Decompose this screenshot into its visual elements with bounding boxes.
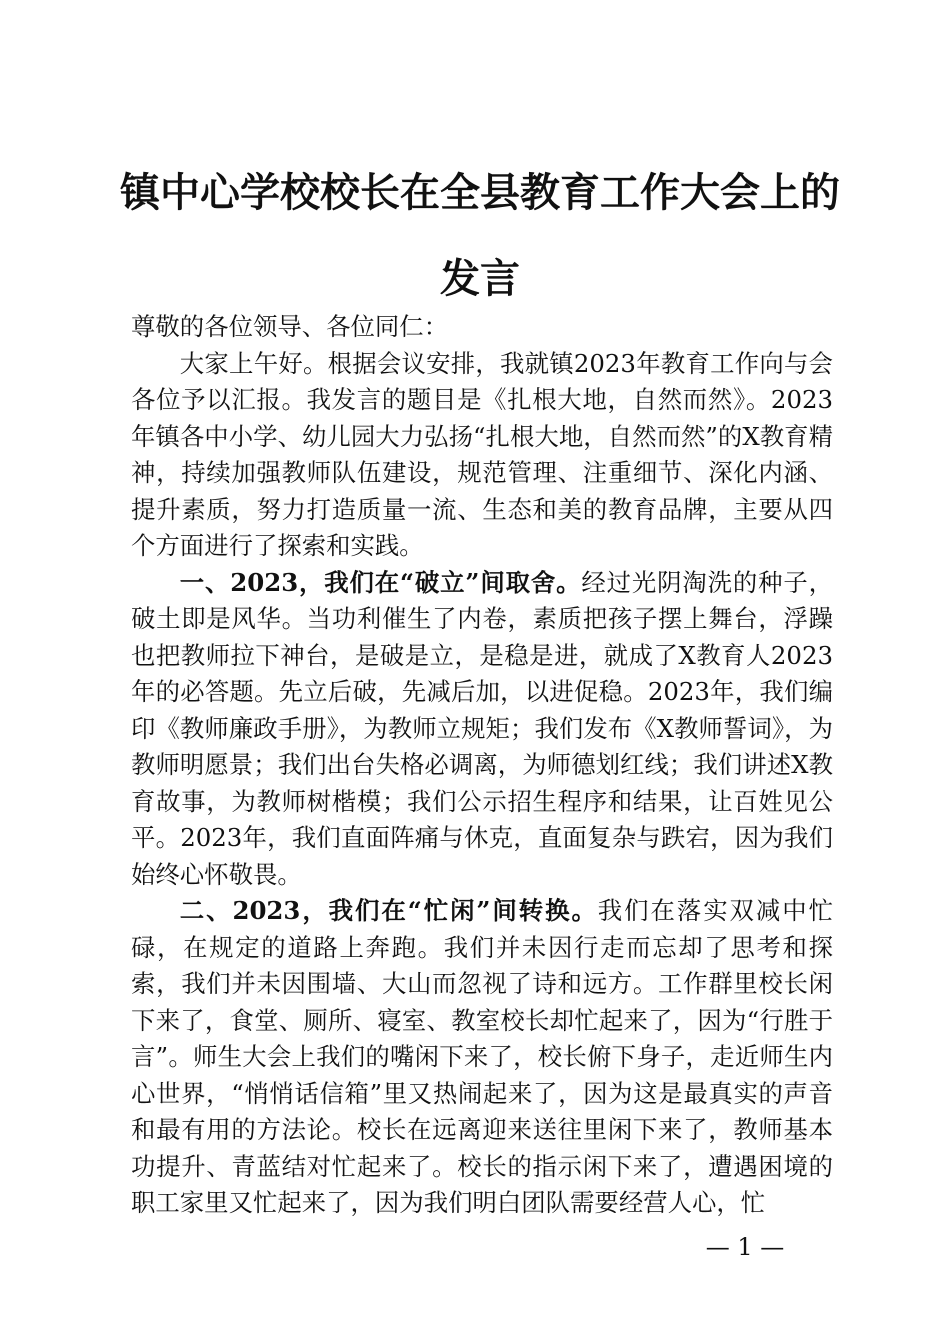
section-heading: 一、2023，我们在“破立”间取舍。 [179,567,582,597]
paragraph-section-1 [131,565,833,894]
document-body [131,309,833,1222]
paragraph-text: 大家上午好。根据会议安排，我就镇2023年教育工作向与会各位予以汇报。我发言的题目是《扎根大地，自然而然》。2023年镇各中小学、幼儿园大力弘扬“扎根大地，自然而然”的X教育精神，持续加强教师队伍建设，规范管理、注重细节、深化内涵、提升素质，努力打造质量一流、生态和美的教育品牌，主要从四个方面进行了探索和实践。 [131,348,833,560]
paragraph-text: 我们在落实双减中忙碌，在规定的道路上奔跑。我们并未因行走而忘却了思考和探索，我们并未因围墙、大山而忽视了诗和远方。工作群里校长闲下来了，食堂、厕所、寝室、教室校长却忙起来了，因为“行胜于言”。师生大会上我们的嘴闲下来了，校长俯下身子，走近师生内心世界，“悄悄话信箱”里又热闹起来了，因为这是最真实的声音和最有用的方法论。校长在远离迎来送往里闲下来了，教师基本功提升、青蓝结对忙起来了。校长的指示闲下来了，遭遇困境的职工家里又忙起来了，因为我们明白团队需要经营人心，忙 [131,896,833,1217]
paragraph-text: 经过光阴淘洗的种子，破土即是风华。当功利催生了内卷，素质把孩子摆上舞台，浮躁也把教师拉下神台，是破是立，是稳是进，就成了X教育人2023年的必答题。先立后破，先减后加，以进促稳。2023年，我们编印《教师廉政手册》，为教师立规矩；我们发布《X教师誓词》，为教师明愿景；我们出台失格必调离，为师德划红线；我们讲述X教育故事，为教师树楷模；我们公示招生程序和结果，让百姓见公平。2023年，我们直面阵痛与休克，直面复杂与跌宕，因为我们始终心怀敬畏。 [131,567,833,889]
section-heading: 二、2023，我们在“忙闲”间转换。 [179,896,598,925]
paragraph-opening [131,346,833,565]
page-number: — 1 — [705,1233,785,1261]
document-title: 镇中心学校校长在全县教育工作大会上的发言 [120,169,840,302]
salutation: 尊敬的各位领导、各位同仁： [131,312,449,341]
paragraph-section-2 [131,893,833,1222]
